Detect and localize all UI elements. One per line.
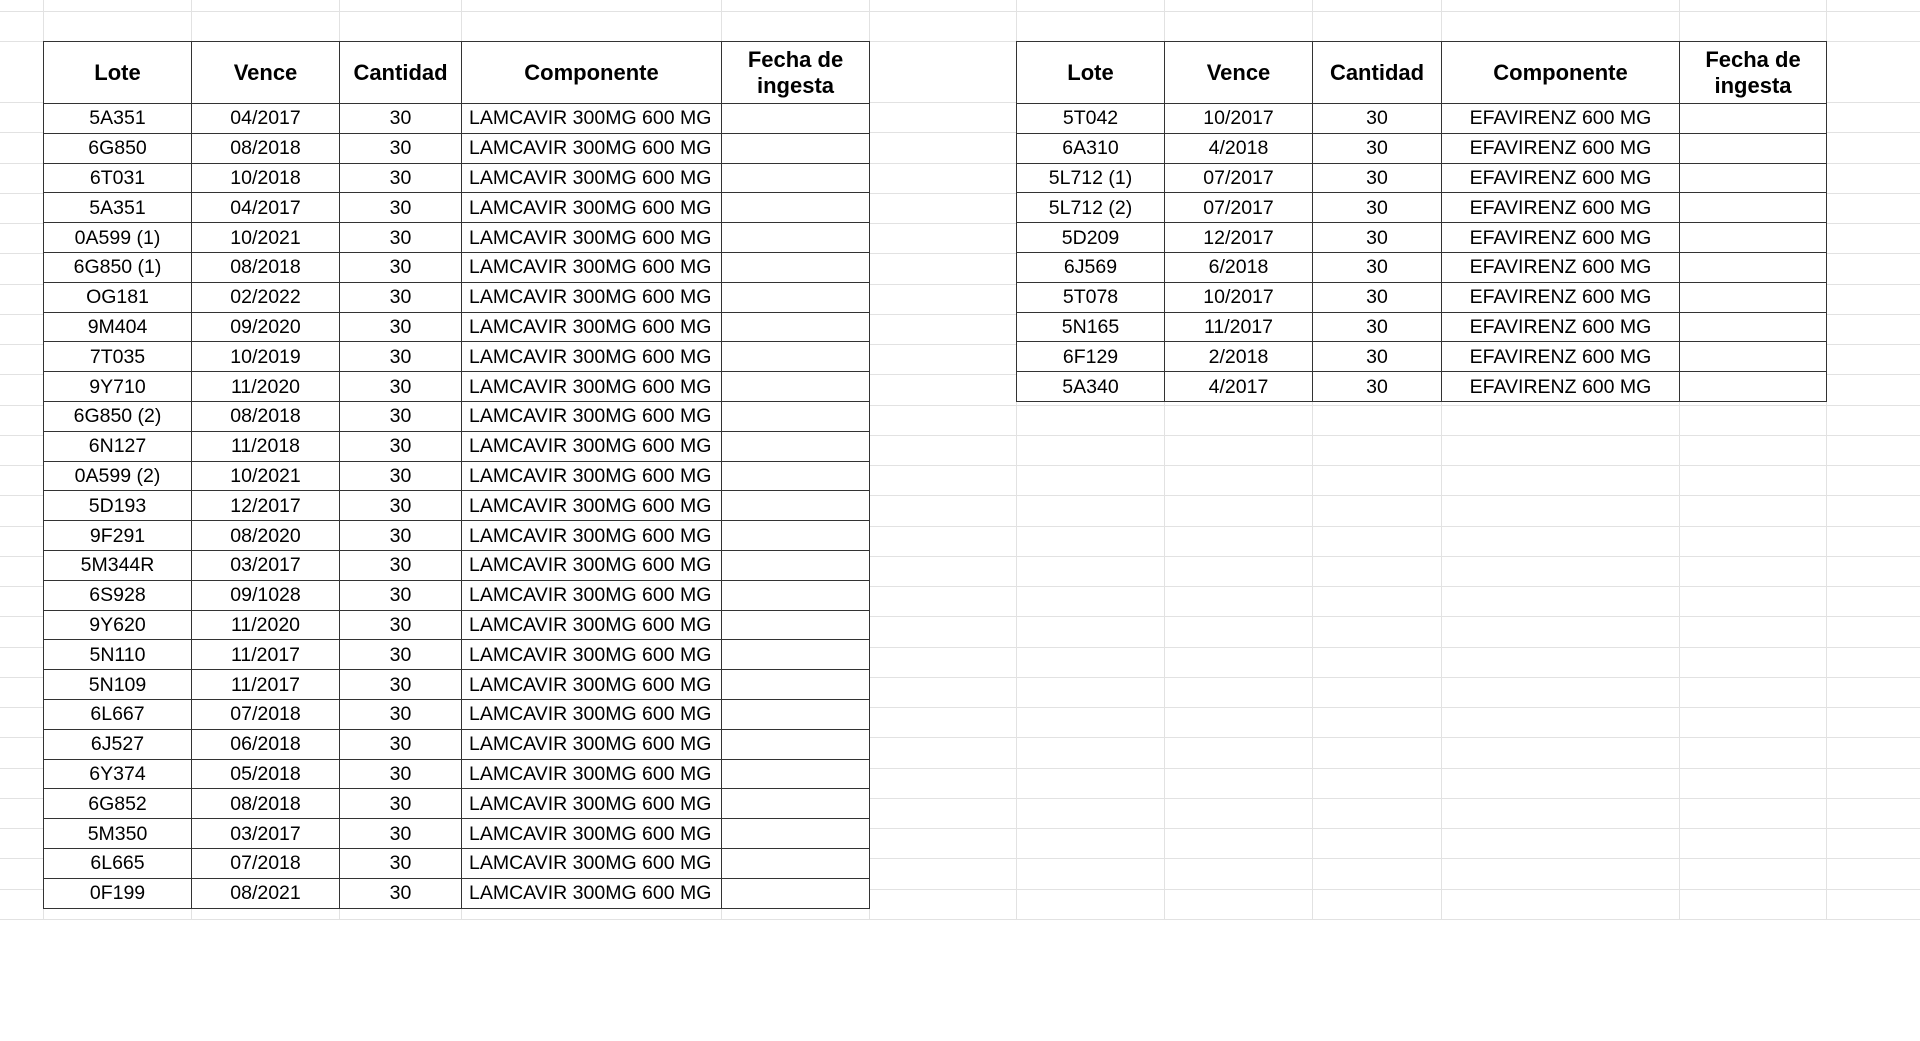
cell-cantidad[interactable]: 30 [1313,133,1442,163]
cell-cantidad[interactable]: 30 [1313,163,1442,193]
table-row [44,521,870,551]
cell-vence[interactable]: 10/2018 [192,163,340,193]
cell-componente[interactable]: LAMCAVIR 300MG 600 MG [462,193,722,223]
cell-fecha-de-ingesta[interactable] [722,282,870,312]
cell-fecha-de-ingesta[interactable] [722,133,870,163]
cell-fecha-de-ingesta[interactable] [1680,312,1827,342]
cell-componente[interactable]: LAMCAVIR 300MG 600 MG [462,342,722,372]
table-row [44,550,870,580]
cell-lote[interactable]: 6G852 [44,789,192,819]
header-componente[interactable]: Componente [1442,42,1680,104]
cell-lote[interactable]: 6L667 [44,699,192,729]
cell-cantidad[interactable]: 30 [1313,252,1442,282]
header-fecha-de-ingesta[interactable] [1680,42,1827,104]
cell-lote[interactable]: 5N165 [1017,312,1165,342]
table-row [44,610,870,640]
cell-lote[interactable]: 5T078 [1017,282,1165,312]
cell-cantidad[interactable]: 30 [340,789,462,819]
cell-fecha-de-ingesta[interactable] [722,670,870,700]
cell-componente[interactable]: LAMCAVIR 300MG 600 MG [462,282,722,312]
table-row [1017,104,1827,134]
cell-cantidad[interactable]: 30 [340,848,462,878]
table-row [44,759,870,789]
cell-cantidad[interactable]: 30 [340,759,462,789]
table-row [44,223,870,253]
cell-cantidad[interactable]: 30 [340,550,462,580]
cell-vence[interactable]: 4/2017 [1165,372,1313,402]
lamcavir-table [43,41,870,909]
cell-vence[interactable]: 08/2018 [192,401,340,431]
cell-lote[interactable]: 5A340 [1017,372,1165,402]
cell-cantidad[interactable]: 30 [340,699,462,729]
cell-cantidad[interactable]: 30 [340,104,462,134]
cell-componente[interactable]: LAMCAVIR 300MG 600 MG [462,699,722,729]
cell-fecha-de-ingesta[interactable] [722,699,870,729]
cell-cantidad[interactable]: 30 [1313,312,1442,342]
table-row [1017,193,1827,223]
header-fecha-label: Fecha de ingesta [747,46,844,98]
cell-lote[interactable]: 5D209 [1017,223,1165,253]
cell-vence[interactable]: 07/2018 [192,848,340,878]
cell-lote[interactable]: 6G850 (1) [44,252,192,282]
cell-lote[interactable]: 5T042 [1017,104,1165,134]
cell-componente[interactable]: LAMCAVIR 300MG 600 MG [462,223,722,253]
cell-fecha-de-ingesta[interactable] [722,461,870,491]
cell-lote[interactable]: 6J569 [1017,252,1165,282]
cell-fecha-de-ingesta[interactable] [722,223,870,253]
cell-lote[interactable]: 9F291 [44,521,192,551]
table-row [1017,372,1827,402]
cell-fecha-de-ingesta[interactable] [722,372,870,402]
cell-componente[interactable]: EFAVIRENZ 600 MG [1442,104,1680,134]
cell-lote[interactable]: 0A599 (1) [44,223,192,253]
cell-vence[interactable]: 08/2018 [192,789,340,819]
cell-lote[interactable]: 7T035 [44,342,192,372]
cell-fecha-de-ingesta[interactable] [1680,342,1827,372]
cell-lote[interactable]: 6S928 [44,580,192,610]
table-row [1017,133,1827,163]
cell-componente[interactable]: LAMCAVIR 300MG 600 MG [462,491,722,521]
cell-vence[interactable]: 12/2017 [1165,223,1313,253]
table-row [44,401,870,431]
table-row [44,104,870,134]
cell-lote[interactable]: 6F129 [1017,342,1165,372]
cell-componente[interactable]: LAMCAVIR 300MG 600 MG [462,461,722,491]
cell-fecha-de-ingesta[interactable] [722,104,870,134]
cell-vence[interactable]: 10/2021 [192,223,340,253]
cell-vence[interactable]: 09/2020 [192,312,340,342]
header-cantidad[interactable]: Cantidad [1313,42,1442,104]
cell-fecha-de-ingesta[interactable] [722,819,870,849]
cell-lote[interactable]: 5L712 (2) [1017,193,1165,223]
cell-lote[interactable]: 5M350 [44,819,192,849]
table-row [44,342,870,372]
cell-cantidad[interactable]: 30 [340,878,462,908]
cell-componente[interactable]: EFAVIRENZ 600 MG [1442,312,1680,342]
cell-vence[interactable]: 11/2020 [192,372,340,402]
efavirenz-table [1016,41,1827,402]
cell-cantidad[interactable]: 30 [340,580,462,610]
cell-fecha-de-ingesta[interactable] [722,640,870,670]
header-componente[interactable]: Componente [462,42,722,104]
cell-vence[interactable]: 07/2018 [192,699,340,729]
cell-lote[interactable]: 6L665 [44,848,192,878]
cell-componente[interactable]: EFAVIRENZ 600 MG [1442,163,1680,193]
header-cantidad[interactable]: Cantidad [340,42,462,104]
header-row [1017,42,1827,104]
header-row [44,42,870,104]
cell-cantidad[interactable]: 30 [1313,342,1442,372]
cell-lote[interactable]: 0A599 (2) [44,461,192,491]
cell-componente[interactable]: EFAVIRENZ 600 MG [1442,252,1680,282]
cell-cantidad[interactable]: 30 [340,372,462,402]
cell-fecha-de-ingesta[interactable] [722,193,870,223]
grid-row-line [0,919,1920,920]
cell-cantidad[interactable]: 30 [340,670,462,700]
cell-fecha-de-ingesta[interactable] [1680,372,1827,402]
cell-componente[interactable]: LAMCAVIR 300MG 600 MG [462,580,722,610]
cell-lote[interactable]: 5N109 [44,670,192,700]
cell-vence[interactable]: 12/2017 [192,491,340,521]
cell-lote[interactable]: 6T031 [44,163,192,193]
grid-row-line [0,11,1920,12]
cell-cantidad[interactable]: 30 [340,491,462,521]
cell-lote[interactable]: 6G850 [44,133,192,163]
cell-lote[interactable]: 9M404 [44,312,192,342]
cell-lote[interactable]: 5M344R [44,550,192,580]
cell-vence[interactable]: 08/2020 [192,521,340,551]
cell-cantidad[interactable]: 30 [340,342,462,372]
cell-cantidad[interactable]: 30 [340,282,462,312]
cell-vence[interactable]: 07/2017 [1165,163,1313,193]
cell-fecha-de-ingesta[interactable] [722,729,870,759]
cell-vence[interactable]: 11/2020 [192,610,340,640]
cell-componente[interactable]: LAMCAVIR 300MG 600 MG [462,610,722,640]
cell-componente[interactable]: LAMCAVIR 300MG 600 MG [462,401,722,431]
cell-fecha-de-ingesta[interactable] [722,848,870,878]
cell-fecha-de-ingesta[interactable] [722,878,870,908]
cell-vence[interactable]: 06/2018 [192,729,340,759]
cell-cantidad[interactable]: 30 [1313,104,1442,134]
cell-lote[interactable]: 5A351 [44,193,192,223]
table-row [44,580,870,610]
cell-cantidad[interactable]: 30 [340,729,462,759]
cell-vence[interactable]: 4/2018 [1165,133,1313,163]
cell-cantidad[interactable]: 30 [340,640,462,670]
cell-componente[interactable]: LAMCAVIR 300MG 600 MG [462,372,722,402]
header-vence[interactable]: Vence [192,42,340,104]
cell-componente[interactable]: LAMCAVIR 300MG 600 MG [462,848,722,878]
table-row [44,819,870,849]
cell-cantidad[interactable]: 30 [340,819,462,849]
table-row [44,372,870,402]
table-row [44,729,870,759]
table-row [44,163,870,193]
cell-fecha-de-ingesta[interactable] [722,401,870,431]
cell-vence[interactable]: 03/2017 [192,550,340,580]
table-row [44,878,870,908]
table-row [44,699,870,729]
cell-vence[interactable]: 08/2018 [192,252,340,282]
cell-vence[interactable]: 04/2017 [192,193,340,223]
cell-componente[interactable]: LAMCAVIR 300MG 600 MG [462,878,722,908]
cell-vence[interactable]: 11/2018 [192,431,340,461]
cell-fecha-de-ingesta[interactable] [1680,252,1827,282]
cell-lote[interactable]: 6A310 [1017,133,1165,163]
cell-lote[interactable]: 9Y620 [44,610,192,640]
cell-fecha-de-ingesta[interactable] [1680,223,1827,253]
table-row [44,282,870,312]
cell-cantidad[interactable]: 30 [1313,282,1442,312]
cell-lote[interactable]: 6N127 [44,431,192,461]
cell-fecha-de-ingesta[interactable] [722,789,870,819]
cell-fecha-de-ingesta[interactable] [722,550,870,580]
table-row [44,491,870,521]
cell-vence[interactable]: 2/2018 [1165,342,1313,372]
cell-vence[interactable]: 02/2022 [192,282,340,312]
table-row [44,848,870,878]
cell-componente[interactable]: LAMCAVIR 300MG 600 MG [462,789,722,819]
table-row [44,789,870,819]
cell-fecha-de-ingesta[interactable] [722,431,870,461]
table-row [1017,282,1827,312]
cell-cantidad[interactable]: 30 [340,133,462,163]
cell-componente[interactable]: LAMCAVIR 300MG 600 MG [462,550,722,580]
cell-lote[interactable]: 5D193 [44,491,192,521]
table-row [1017,252,1827,282]
cell-componente[interactable]: LAMCAVIR 300MG 600 MG [462,670,722,700]
cell-fecha-de-ingesta[interactable] [722,342,870,372]
cell-fecha-de-ingesta[interactable] [1680,104,1827,134]
table-row [44,431,870,461]
cell-vence[interactable]: 10/2017 [1165,282,1313,312]
cell-cantidad[interactable]: 30 [340,223,462,253]
cell-fecha-de-ingesta[interactable] [722,580,870,610]
cell-cantidad[interactable]: 30 [340,312,462,342]
cell-cantidad[interactable]: 30 [1313,372,1442,402]
cell-componente[interactable]: LAMCAVIR 300MG 600 MG [462,819,722,849]
cell-lote[interactable]: 9Y710 [44,372,192,402]
cell-vence[interactable]: 11/2017 [1165,312,1313,342]
cell-vence[interactable]: 04/2017 [192,104,340,134]
table-row [1017,223,1827,253]
cell-vence[interactable]: 05/2018 [192,759,340,789]
cell-fecha-de-ingesta[interactable] [722,491,870,521]
cell-componente[interactable]: EFAVIRENZ 600 MG [1442,193,1680,223]
cell-cantidad[interactable]: 30 [340,521,462,551]
cell-fecha-de-ingesta[interactable] [1680,193,1827,223]
cell-lote[interactable]: OG181 [44,282,192,312]
cell-lote[interactable]: 5N110 [44,640,192,670]
cell-vence[interactable]: 09/1028 [192,580,340,610]
table-row [1017,342,1827,372]
table-row [44,252,870,282]
cell-vence[interactable]: 08/2018 [192,133,340,163]
cell-fecha-de-ingesta[interactable] [1680,163,1827,193]
table-row [44,461,870,491]
cell-componente[interactable]: EFAVIRENZ 600 MG [1442,133,1680,163]
cell-componente[interactable]: LAMCAVIR 300MG 600 MG [462,312,722,342]
cell-fecha-de-ingesta[interactable] [722,312,870,342]
cell-componente[interactable]: LAMCAVIR 300MG 600 MG [462,133,722,163]
cell-componente[interactable]: LAMCAVIR 300MG 600 MG [462,163,722,193]
cell-componente[interactable]: EFAVIRENZ 600 MG [1442,342,1680,372]
cell-lote[interactable]: 0F199 [44,878,192,908]
cell-lote[interactable]: 5A351 [44,104,192,134]
header-fecha-de-ingesta[interactable] [722,42,870,104]
cell-cantidad[interactable]: 30 [340,163,462,193]
cell-vence[interactable]: 6/2018 [1165,252,1313,282]
cell-vence[interactable]: 11/2017 [192,670,340,700]
cell-lote[interactable]: 5L712 (1) [1017,163,1165,193]
cell-fecha-de-ingesta[interactable] [722,759,870,789]
table-row [44,133,870,163]
header-vence[interactable]: Vence [1165,42,1313,104]
cell-fecha-de-ingesta[interactable] [722,252,870,282]
cell-fecha-de-ingesta[interactable] [722,521,870,551]
cell-fecha-de-ingesta[interactable] [722,163,870,193]
cell-vence[interactable]: 10/2021 [192,461,340,491]
cell-cantidad[interactable]: 30 [340,431,462,461]
cell-cantidad[interactable]: 30 [340,610,462,640]
cell-componente[interactable]: LAMCAVIR 300MG 600 MG [462,521,722,551]
cell-cantidad[interactable]: 30 [340,401,462,431]
header-fecha-label: Fecha de ingesta [1705,46,1801,98]
cell-componente[interactable]: LAMCAVIR 300MG 600 MG [462,759,722,789]
header-lote[interactable]: Lote [1017,42,1165,104]
cell-fecha-de-ingesta[interactable] [1680,133,1827,163]
cell-componente[interactable]: EFAVIRENZ 600 MG [1442,372,1680,402]
table-row [1017,312,1827,342]
cell-cantidad[interactable]: 30 [1313,193,1442,223]
cell-vence[interactable]: 11/2017 [192,640,340,670]
table-row [44,670,870,700]
cell-cantidad[interactable]: 30 [340,252,462,282]
header-lote[interactable]: Lote [44,42,192,104]
cell-lote[interactable]: 6Y374 [44,759,192,789]
cell-cantidad[interactable]: 30 [340,193,462,223]
cell-vence[interactable]: 10/2017 [1165,104,1313,134]
cell-componente[interactable]: EFAVIRENZ 600 MG [1442,282,1680,312]
cell-componente[interactable]: LAMCAVIR 300MG 600 MG [462,729,722,759]
cell-vence[interactable]: 07/2017 [1165,193,1313,223]
cell-fecha-de-ingesta[interactable] [722,610,870,640]
cell-cantidad[interactable]: 30 [340,461,462,491]
table-row [44,640,870,670]
cell-componente[interactable]: LAMCAVIR 300MG 600 MG [462,640,722,670]
cell-lote[interactable]: 6G850 (2) [44,401,192,431]
cell-componente[interactable]: LAMCAVIR 300MG 600 MG [462,431,722,461]
cell-vence[interactable]: 08/2021 [192,878,340,908]
cell-lote[interactable]: 6J527 [44,729,192,759]
cell-vence[interactable]: 10/2019 [192,342,340,372]
cell-cantidad[interactable]: 30 [1313,223,1442,253]
cell-vence[interactable]: 03/2017 [192,819,340,849]
table-row [1017,163,1827,193]
cell-fecha-de-ingesta[interactable] [1680,282,1827,312]
cell-componente[interactable]: LAMCAVIR 300MG 600 MG [462,104,722,134]
cell-componente[interactable]: EFAVIRENZ 600 MG [1442,223,1680,253]
cell-componente[interactable]: LAMCAVIR 300MG 600 MG [462,252,722,282]
table-row [44,312,870,342]
table-row [44,193,870,223]
